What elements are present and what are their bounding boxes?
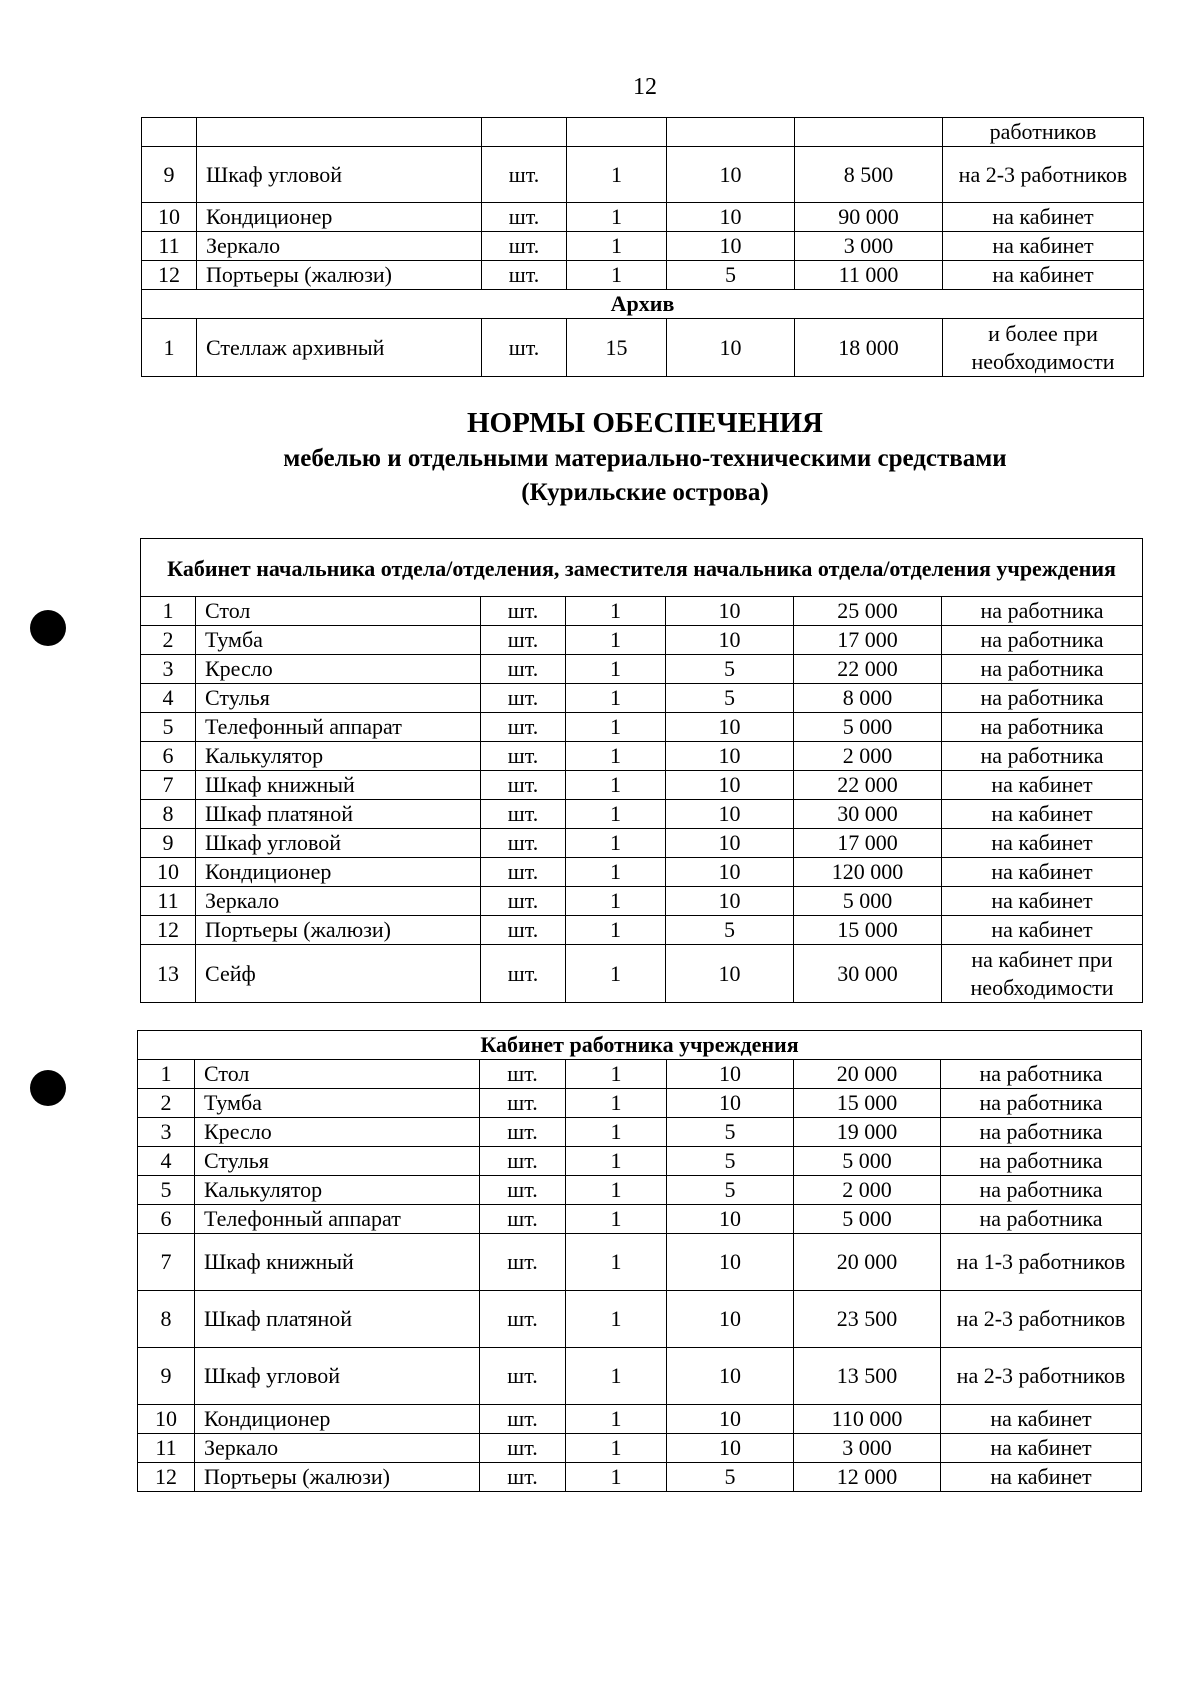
cell-note: на кабинет [942, 916, 1143, 945]
cell-unit: шт. [480, 1291, 566, 1348]
cell-term: 10 [666, 713, 794, 742]
cell-price: 19 000 [794, 1118, 941, 1147]
cell-price: 23 500 [794, 1291, 941, 1348]
table-row [142, 319, 1144, 377]
cell-n: 10 [141, 858, 196, 887]
table-row [141, 945, 1143, 1003]
table-row [138, 1089, 1142, 1118]
cell-note: на кабинет [942, 887, 1143, 916]
section-row [142, 290, 1144, 319]
cell-name: Портьеры (жалюзи) [197, 261, 482, 290]
table-row [138, 1118, 1142, 1147]
table-row [138, 1205, 1142, 1234]
cell-unit: шт. [482, 232, 567, 261]
head-office-table [140, 538, 1143, 1003]
cell-note: на работника [942, 713, 1143, 742]
cell-price: 20 000 [794, 1234, 941, 1291]
cell-n: 1 [142, 319, 197, 377]
cell-term: 5 [667, 1147, 794, 1176]
cell-price: 3 000 [795, 232, 943, 261]
cell-price [795, 118, 943, 147]
table-row [142, 261, 1144, 290]
cell-term: 10 [667, 1060, 794, 1089]
cell-n: 2 [138, 1089, 195, 1118]
cell-n: 4 [138, 1147, 195, 1176]
table-row [138, 1348, 1142, 1405]
cell-name: Телефонный аппарат [196, 713, 481, 742]
cell-price: 8 000 [794, 684, 942, 713]
cell-price: 120 000 [794, 858, 942, 887]
cell-price: 5 000 [794, 887, 942, 916]
cell-n: 11 [138, 1434, 195, 1463]
cell-unit: шт. [482, 261, 567, 290]
cell-name: Сейф [196, 945, 481, 1003]
cell-unit: шт. [480, 1205, 566, 1234]
cell-price: 25 000 [794, 597, 942, 626]
cell-name: Портьеры (жалюзи) [195, 1463, 480, 1492]
cell-n: 12 [142, 261, 197, 290]
table-row [138, 1234, 1142, 1291]
cell-unit: шт. [481, 916, 566, 945]
cell-n: 10 [138, 1405, 195, 1434]
table-row [141, 829, 1143, 858]
cell-name: Зеркало [197, 232, 482, 261]
table-row [141, 916, 1143, 945]
cell-price: 15 000 [794, 916, 942, 945]
cell-unit: шт. [480, 1234, 566, 1291]
cell-price: 18 000 [795, 319, 943, 377]
cell-note: на работника [941, 1118, 1142, 1147]
cell-n: 5 [138, 1176, 195, 1205]
cell-qty: 1 [566, 1205, 667, 1234]
cell-price: 12 000 [794, 1463, 941, 1492]
cell-qty: 1 [566, 597, 666, 626]
cell-name: Шкаф платяной [195, 1291, 480, 1348]
cell-unit: шт. [480, 1118, 566, 1147]
cell-term: 5 [666, 916, 794, 945]
cell-note: на работника [942, 655, 1143, 684]
cell-term: 10 [666, 945, 794, 1003]
cell-note: на кабинет [943, 203, 1144, 232]
cell-term: 10 [667, 1291, 794, 1348]
table-row [142, 147, 1144, 203]
cell-name: Кресло [196, 655, 481, 684]
cell-note: на кабинет [942, 771, 1143, 800]
cell-unit: шт. [480, 1176, 566, 1205]
cell-n: 11 [141, 887, 196, 916]
cell-qty: 1 [566, 1176, 667, 1205]
cell-term: 10 [667, 1405, 794, 1434]
cell-qty: 1 [566, 1060, 667, 1089]
cell-name: Тумба [196, 626, 481, 655]
cell-name: Стулья [196, 684, 481, 713]
cell-unit: шт. [480, 1405, 566, 1434]
cell-n: 9 [141, 829, 196, 858]
cell-unit: шт. [480, 1060, 566, 1089]
cell-term: 10 [667, 1234, 794, 1291]
cell-n: 8 [138, 1291, 195, 1348]
cell-note: на кабинет [941, 1463, 1142, 1492]
cell-n: 4 [141, 684, 196, 713]
cell-unit: шт. [481, 887, 566, 916]
cell-n: 7 [138, 1234, 195, 1291]
cell-term: 5 [667, 1118, 794, 1147]
table-row [141, 858, 1143, 887]
cell-name: Стеллаж архивный [197, 319, 482, 377]
cell-price: 15 000 [794, 1089, 941, 1118]
cell-qty: 1 [566, 1118, 667, 1147]
table-row [141, 713, 1143, 742]
cell-price: 5 000 [794, 1147, 941, 1176]
table-row [141, 684, 1143, 713]
cell-name: Стол [196, 597, 481, 626]
cell-unit: шт. [480, 1147, 566, 1176]
cell-name: Стол [195, 1060, 480, 1089]
cell-price: 2 000 [794, 1176, 941, 1205]
cell-n: 7 [141, 771, 196, 800]
table-row [138, 1147, 1142, 1176]
cell-note: на работника [941, 1205, 1142, 1234]
cell-n: 3 [138, 1118, 195, 1147]
cell-n: 10 [142, 203, 197, 232]
cell-qty: 1 [566, 1291, 667, 1348]
table-row [138, 1463, 1142, 1492]
cell-qty: 1 [566, 916, 666, 945]
cell-term: 10 [666, 742, 794, 771]
cell-unit: шт. [481, 829, 566, 858]
cell-n: 2 [141, 626, 196, 655]
cell-price: 17 000 [794, 626, 942, 655]
cell-unit: шт. [481, 771, 566, 800]
cell-price: 13 500 [794, 1348, 941, 1405]
cell-note: на кабинет [942, 858, 1143, 887]
cell-n: 9 [142, 147, 197, 203]
cell-note: на кабинет при необходимости [942, 945, 1143, 1003]
cell-note: на работника [942, 742, 1143, 771]
cell-qty: 1 [567, 203, 667, 232]
cell-term: 10 [667, 1348, 794, 1405]
cell-qty: 1 [566, 1234, 667, 1291]
cell-n: 8 [141, 800, 196, 829]
cell-term: 5 [667, 261, 795, 290]
cell-unit: шт. [481, 597, 566, 626]
cell-price: 110 000 [794, 1405, 941, 1434]
cell-note: на работника [941, 1089, 1142, 1118]
cell-unit: шт. [481, 742, 566, 771]
cell-term: 10 [667, 203, 795, 232]
cell-name: Зеркало [196, 887, 481, 916]
cell-term: 10 [666, 626, 794, 655]
cell-price: 8 500 [795, 147, 943, 203]
cell-unit: шт. [480, 1463, 566, 1492]
cell-unit: шт. [481, 713, 566, 742]
cell-qty: 1 [566, 771, 666, 800]
cell-price: 3 000 [794, 1434, 941, 1463]
cell-qty: 15 [567, 319, 667, 377]
cell-term: 5 [666, 655, 794, 684]
cell-qty: 1 [567, 232, 667, 261]
cell-unit: шт. [481, 800, 566, 829]
cell-qty: 1 [567, 147, 667, 203]
table-row [141, 887, 1143, 916]
cell-qty: 1 [566, 1089, 667, 1118]
cell-note: на работника [942, 626, 1143, 655]
cell-unit: шт. [481, 684, 566, 713]
cell-name: Шкаф угловой [196, 829, 481, 858]
cell-term: 10 [667, 1089, 794, 1118]
table-row [138, 1176, 1142, 1205]
cell-note: на 2-3 работников [943, 147, 1144, 203]
cell-price: 5 000 [794, 713, 942, 742]
table-row [138, 1405, 1142, 1434]
cell-term [667, 118, 795, 147]
cell-qty: 1 [566, 684, 666, 713]
cell-name: Шкаф книжный [195, 1234, 480, 1291]
cell-term: 10 [666, 771, 794, 800]
cell-name: Калькулятор [195, 1176, 480, 1205]
cell-n: 9 [138, 1348, 195, 1405]
cell-unit: шт. [482, 147, 567, 203]
cell-qty: 1 [566, 1434, 667, 1463]
cell-price: 17 000 [794, 829, 942, 858]
cell-term: 10 [667, 1434, 794, 1463]
cell-name: Шкаф книжный [196, 771, 481, 800]
cell-price: 2 000 [794, 742, 942, 771]
cell-qty: 1 [566, 655, 666, 684]
section-title-head-office: Кабинет начальника отдела/отделения, заместителя начальника отдела/отделения учреждения [141, 539, 1143, 597]
cell-term: 10 [667, 147, 795, 203]
table-row [141, 800, 1143, 829]
cell-name: Зеркало [195, 1434, 480, 1463]
section-row [141, 539, 1143, 597]
cell-note: на работника [941, 1060, 1142, 1089]
cell-price: 22 000 [794, 771, 942, 800]
cell-qty: 1 [566, 829, 666, 858]
cell-qty: 1 [566, 945, 666, 1003]
table-row [142, 232, 1144, 261]
cell-note: и более при необходимости [943, 319, 1144, 377]
cell-price: 20 000 [794, 1060, 941, 1089]
cell-price: 11 000 [795, 261, 943, 290]
cell-name: Тумба [195, 1089, 480, 1118]
cell-term: 10 [666, 800, 794, 829]
worker-office-table [137, 1030, 1142, 1492]
cell-term: 5 [666, 684, 794, 713]
cell-note: на кабинет [942, 829, 1143, 858]
cell-unit [482, 118, 567, 147]
cell-qty: 1 [566, 1405, 667, 1434]
cell-name: Стулья [195, 1147, 480, 1176]
table-row [141, 626, 1143, 655]
cell-term: 10 [666, 597, 794, 626]
section-region: (Курильские острова) [521, 479, 769, 506]
cell-unit: шт. [481, 655, 566, 684]
cell-qty: 1 [566, 858, 666, 887]
table-row [138, 1291, 1142, 1348]
cell-note: на работника [941, 1176, 1142, 1205]
cell-name: Кондиционер [197, 203, 482, 232]
cell-name: Калькулятор [196, 742, 481, 771]
cell-n: 1 [138, 1060, 195, 1089]
table-row [142, 118, 1144, 147]
cell-term: 10 [666, 858, 794, 887]
cell-name: Портьеры (жалюзи) [196, 916, 481, 945]
cell-term: 10 [667, 1205, 794, 1234]
cell-name: Телефонный аппарат [195, 1205, 480, 1234]
cell-unit: шт. [480, 1348, 566, 1405]
cell-unit: шт. [481, 858, 566, 887]
cell-qty: 1 [566, 800, 666, 829]
cell-qty: 1 [566, 626, 666, 655]
cell-unit: шт. [482, 319, 567, 377]
cell-note: на кабинет [943, 232, 1144, 261]
cell-unit: шт. [481, 626, 566, 655]
cell-term: 10 [666, 887, 794, 916]
cell-n: 11 [142, 232, 197, 261]
cell-qty [567, 118, 667, 147]
cell-n: 12 [138, 1463, 195, 1492]
cell-n: 6 [138, 1205, 195, 1234]
cell-qty: 1 [567, 261, 667, 290]
cell-term: 5 [667, 1463, 794, 1492]
table-row [138, 1434, 1142, 1463]
cell-note: работников [943, 118, 1144, 147]
section-title-archive: Архив [142, 290, 1144, 319]
cell-name: Кондиционер [195, 1405, 480, 1434]
cell-note: на 2-3 работников [941, 1291, 1142, 1348]
cell-name: Кондиционер [196, 858, 481, 887]
cell-name: Кресло [195, 1118, 480, 1147]
cell-name: Шкаф угловой [195, 1348, 480, 1405]
cell-unit: шт. [482, 203, 567, 232]
cell-price: 22 000 [794, 655, 942, 684]
cell-note: на 2-3 работников [941, 1348, 1142, 1405]
table-row [138, 1060, 1142, 1089]
cell-note: на работника [942, 684, 1143, 713]
cell-n: 13 [141, 945, 196, 1003]
cell-qty: 1 [566, 887, 666, 916]
section-title: НОРМЫ ОБЕСПЕЧЕНИЯ [467, 407, 823, 439]
cell-note: на кабинет [943, 261, 1144, 290]
cell-note: на 1-3 работников [941, 1234, 1142, 1291]
table-row [141, 742, 1143, 771]
cell-note: на кабинет [941, 1434, 1142, 1463]
table-row [142, 203, 1144, 232]
cell-note: на работника [941, 1147, 1142, 1176]
continuation-table [141, 117, 1144, 377]
cell-unit: шт. [480, 1434, 566, 1463]
cell-name [197, 118, 482, 147]
cell-note: на кабинет [941, 1405, 1142, 1434]
cell-term: 10 [666, 829, 794, 858]
cell-qty: 1 [566, 713, 666, 742]
cell-n: 5 [141, 713, 196, 742]
cell-qty: 1 [566, 1348, 667, 1405]
cell-price: 30 000 [794, 945, 942, 1003]
binder-hole-mark [30, 610, 66, 646]
cell-n: 12 [141, 916, 196, 945]
cell-unit: шт. [480, 1089, 566, 1118]
cell-note: на кабинет [942, 800, 1143, 829]
cell-price: 5 000 [794, 1205, 941, 1234]
table-row [141, 597, 1143, 626]
cell-price: 90 000 [795, 203, 943, 232]
cell-price: 30 000 [794, 800, 942, 829]
section-title-worker-office: Кабинет работника учреждения [138, 1031, 1142, 1060]
cell-qty: 1 [566, 742, 666, 771]
section-row [138, 1031, 1142, 1060]
section-subtitle: мебелью и отдельными материально-техническими средствами [283, 445, 1007, 472]
cell-unit: шт. [481, 945, 566, 1003]
cell-n: 3 [141, 655, 196, 684]
cell-n: 1 [141, 597, 196, 626]
table-row [141, 655, 1143, 684]
cell-name: Шкаф платяной [196, 800, 481, 829]
binder-hole-mark [30, 1070, 66, 1106]
cell-term: 5 [667, 1176, 794, 1205]
cell-note: на работника [942, 597, 1143, 626]
cell-term: 10 [667, 319, 795, 377]
cell-term: 10 [667, 232, 795, 261]
cell-qty: 1 [566, 1463, 667, 1492]
table-row [141, 771, 1143, 800]
cell-qty: 1 [566, 1147, 667, 1176]
page-number: 12 [633, 74, 657, 100]
cell-n [142, 118, 197, 147]
cell-n: 6 [141, 742, 196, 771]
cell-name: Шкаф угловой [197, 147, 482, 203]
